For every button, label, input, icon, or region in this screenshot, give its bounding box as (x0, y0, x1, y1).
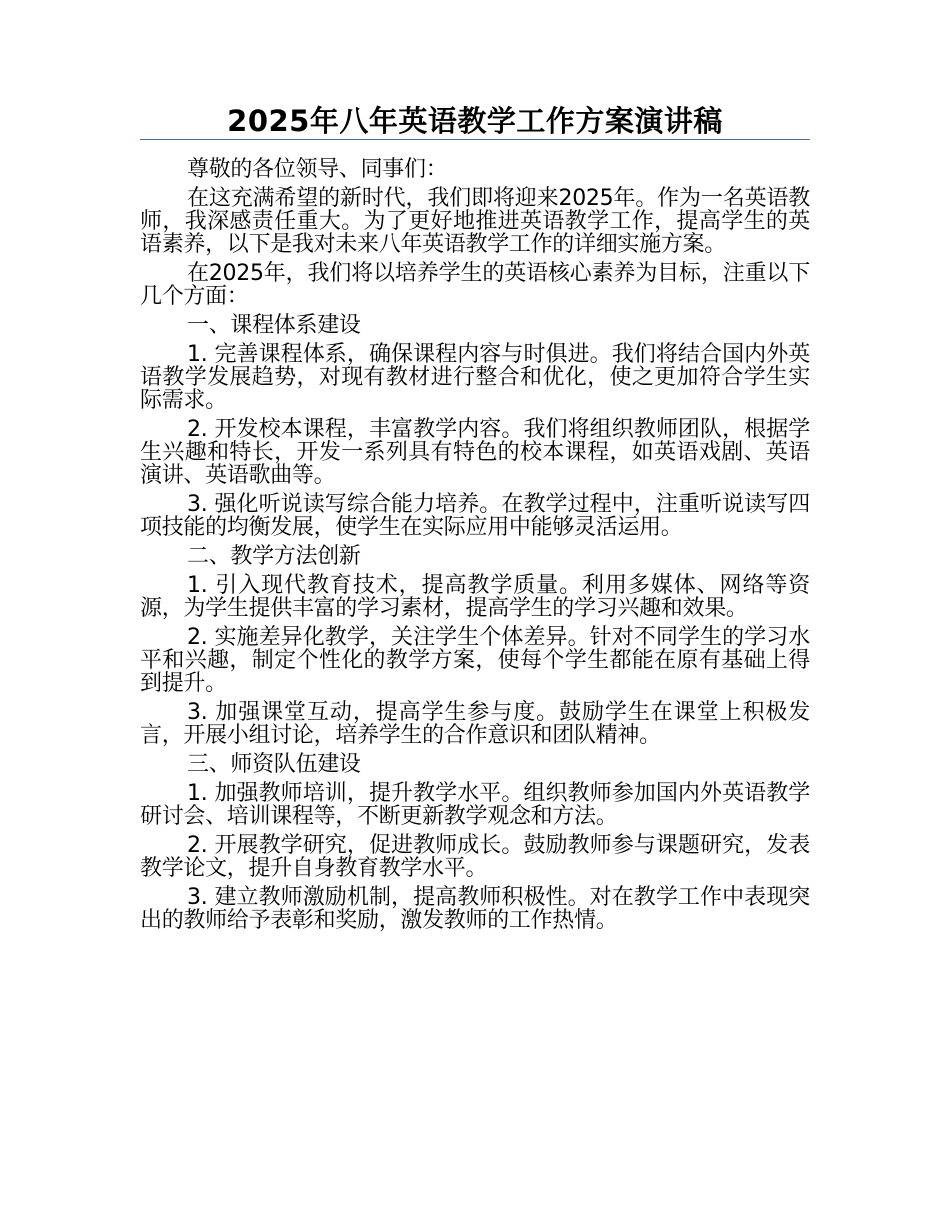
teachers-item-3: 3. 建立教师激励机制，提高教师积极性。对在教学工作中表现突出的教师给予表彰和奖励，激发教师的工作热情。 (140, 885, 810, 933)
teachers-item-1: 1. 加强教师培训，提升教学水平。组织教师参加国内外英语教学研讨会、培训课程等，不断更新教学观念和方法。 (140, 781, 810, 829)
section-heading-curriculum: 一、课程体系建设 (187, 313, 361, 338)
teachers-item-2: 2. 开展教学研究，促进教师成长。鼓励教师参与课题研究，发表教学论文，提升自身教育教学水平。 (140, 833, 810, 881)
methods-item-1: 1. 引入现代教育技术，提高教学质量。利用多媒体、网络等资源，为学生提供丰富的学习素材，提高学生的学习兴趣和效果。 (140, 573, 810, 621)
document-title: 2025年八年英语教学工作方案演讲稿 (227, 104, 723, 138)
salutation-paragraph: 尊敬的各位领导、同事们： (187, 157, 448, 182)
curriculum-item-3: 3. 强化听说读写综合能力培养。在教学过程中，注重听说读写四项技能的均衡发展，使学生在实际应用中能够灵活运用。 (140, 492, 810, 540)
curriculum-item-2: 2. 开发校本课程，丰富教学内容。我们将组织教师团队，根据学生兴趣和特长，开发一系列具有特色的校本课程，如英语戏剧、英语演讲、英语歌曲等。 (140, 417, 810, 488)
title-underline (140, 139, 810, 140)
goal-paragraph: 在2025年，我们将以培养学生的英语核心素养为目标，注重以下几个方面： (140, 261, 810, 309)
document-body (140, 158, 810, 938)
methods-item-3: 3. 加强课堂互动，提高学生参与度。鼓励学生在课堂上积极发言，开展小组讨论，培养学生的合作意识和团队精神。 (140, 700, 810, 748)
section-heading-methods: 二、教学方法创新 (187, 544, 361, 569)
intro-paragraph: 在这充满希望的新时代，我们即将迎来2025年。作为一名英语教师，我深感责任重大。为了更好地推进英语教学工作，提高学生的英语素养，以下是我对未来八年英语教学工作的详细实施方案。 (140, 186, 810, 257)
section-heading-teachers: 三、师资队伍建设 (187, 752, 361, 777)
methods-item-2: 2. 实施差异化教学，关注学生个体差异。针对不同学生的学习水平和兴趣，制定个性化的教学方案，使每个学生都能在原有基础上得到提升。 (140, 625, 810, 696)
curriculum-item-1: 1. 完善课程体系，确保课程内容与时俱进。我们将结合国内外英语教学发展趋势，对现有教材进行整合和优化，使之更加符合学生实际需求。 (140, 342, 810, 413)
